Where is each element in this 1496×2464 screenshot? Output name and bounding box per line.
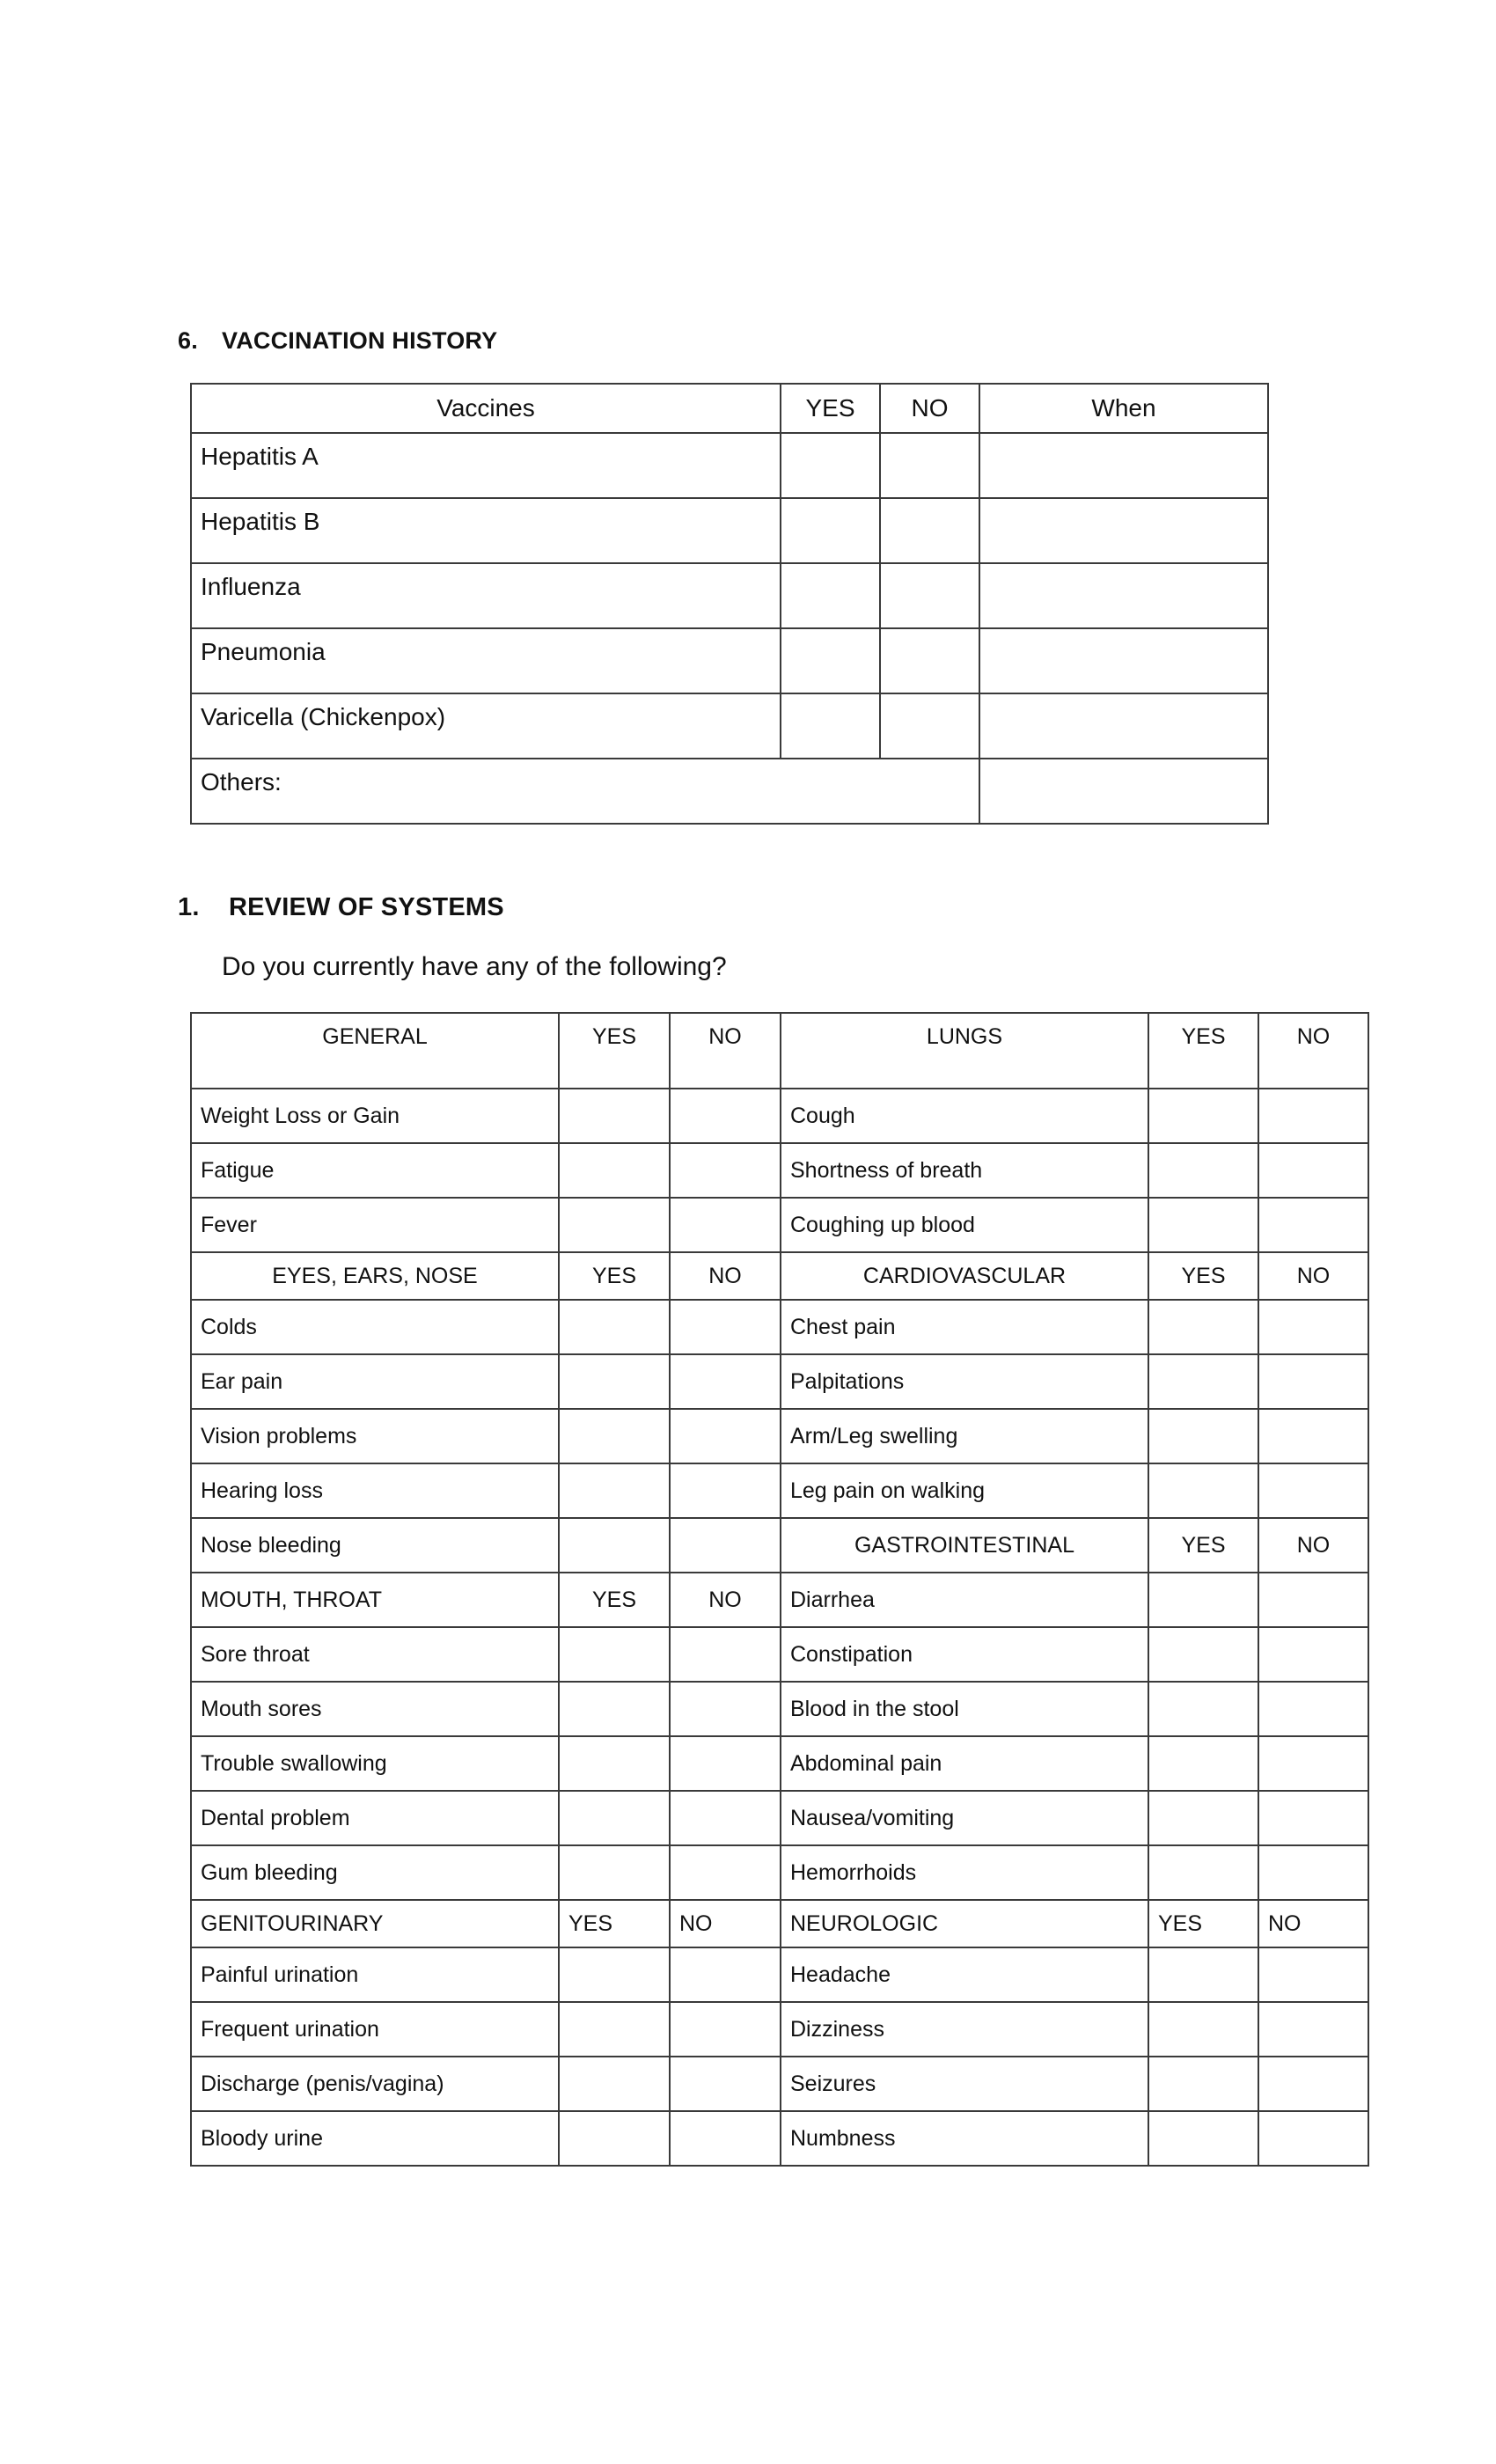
no-cell[interactable] [670,2002,781,2057]
no-cell[interactable] [670,1089,781,1143]
eyes-ears-nose-header: EYES, EARS, NOSE [191,1252,559,1300]
yes-header: YES [559,1013,670,1089]
yes-cell[interactable] [559,1947,670,2002]
yes-header: YES [559,1900,670,1947]
yes-cell[interactable] [559,1791,670,1845]
no-cell[interactable] [1258,1198,1368,1252]
symptom-row [191,2111,1368,2166]
cardiovascular-header: CARDIOVASCULAR [781,1252,1148,1300]
vaccine-row [191,693,1268,759]
symptom-label: Frequent urination [191,2002,559,2057]
symptom-label: Constipation [781,1627,1148,1682]
no-cell[interactable] [670,1198,781,1252]
yes-cell[interactable] [559,1354,670,1409]
symptom-label: Arm/Leg swelling [781,1409,1148,1463]
no-cell[interactable] [1258,2111,1368,2166]
no-cell[interactable] [1258,1947,1368,2002]
symptom-label: Sore throat [191,1627,559,1682]
no-cell[interactable] [670,1791,781,1845]
no-header: NO [670,1252,781,1300]
yes-cell[interactable] [1148,1409,1258,1463]
symptom-label: Abdominal pain [781,1736,1148,1791]
symptom-label: Seizures [781,2057,1148,2111]
no-cell[interactable] [1258,2002,1368,2057]
symptom-label: Colds [191,1300,559,1354]
vaccination-section-number: 6. [178,327,198,354]
no-cell[interactable] [670,1300,781,1354]
vaccination-header-row [191,384,1268,433]
symptom-row [191,1682,1368,1736]
no-cell[interactable] [670,1627,781,1682]
vaccine-row [191,498,1268,563]
yes-cell[interactable] [559,1736,670,1791]
symptom-label: Trouble swallowing [191,1736,559,1791]
symptom-label: Discharge (penis/vagina) [191,2057,559,2111]
symptom-row [191,1518,1368,1573]
no-cell[interactable] [670,1143,781,1198]
no-cell[interactable] [1258,1627,1368,1682]
vaccine-no-cell[interactable] [880,433,979,498]
no-cell[interactable] [670,1947,781,2002]
symptom-label: Blood in the stool [781,1682,1148,1736]
symptom-row [191,1089,1368,1143]
vaccine-row [191,563,1268,628]
yes-cell[interactable] [1148,1682,1258,1736]
no-cell[interactable] [1258,1354,1368,1409]
symptom-row [191,1627,1368,1682]
symptom-row [191,2002,1368,2057]
vaccination-heading [178,327,497,355]
yes-header: YES [1148,1252,1258,1300]
yes-header: YES [559,1252,670,1300]
symptom-label: Cough [781,1089,1148,1143]
yes-cell[interactable] [559,2002,670,2057]
yes-cell[interactable] [559,2057,670,2111]
vaccine-when-cell[interactable] [979,498,1268,563]
yes-cell[interactable] [1148,1354,1258,1409]
no-header: NO [670,1900,781,1947]
yes-cell[interactable] [1148,1791,1258,1845]
no-cell[interactable] [670,1409,781,1463]
no-cell[interactable] [670,1682,781,1736]
symptom-label: Weight Loss or Gain [191,1089,559,1143]
when-header: When [979,384,1268,433]
no-cell[interactable] [1258,1682,1368,1736]
no-header: NO [670,1573,781,1627]
vaccine-label: Pneumonia [191,628,781,693]
vaccine-no-cell[interactable] [880,693,979,759]
symptom-row [191,1198,1368,1252]
yes-cell[interactable] [559,1627,670,1682]
no-cell[interactable] [670,1463,781,1518]
yes-cell[interactable] [1148,1845,1258,1900]
symptom-label: Chest pain [781,1300,1148,1354]
no-header: NO [1258,1900,1368,1947]
yes-cell[interactable] [1148,1627,1258,1682]
symptom-label: Leg pain on walking [781,1463,1148,1518]
symptom-row [191,1300,1368,1354]
symptom-label: Hemorrhoids [781,1845,1148,1900]
symptom-row [191,1409,1368,1463]
symptom-label: Headache [781,1947,1148,2002]
general-header: GENERAL [191,1013,559,1089]
vaccine-when-cell[interactable] [979,563,1268,628]
symptom-row [191,1791,1368,1845]
symptom-label: Mouth sores [191,1682,559,1736]
no-cell[interactable] [670,2111,781,2166]
yes-cell[interactable] [559,1300,670,1354]
review-section-number: 1. [178,893,200,921]
no-cell[interactable] [670,1736,781,1791]
yes-cell[interactable] [559,1682,670,1736]
symptom-label: Painful urination [191,1947,559,2002]
symptom-label: Coughing up blood [781,1198,1148,1252]
vaccine-label: Influenza [191,563,781,628]
symptom-label: Numbness [781,2111,1148,2166]
lungs-header: LUNGS [781,1013,1148,1089]
symptom-label: Dental problem [191,1791,559,1845]
yes-cell[interactable] [1148,1463,1258,1518]
symptom-label: Hearing loss [191,1463,559,1518]
no-cell[interactable] [1258,1143,1368,1198]
vaccine-when-cell[interactable] [979,433,1268,498]
neurologic-header: NEUROLOGIC [781,1900,1148,1947]
no-cell[interactable] [1258,1463,1368,1518]
no-cell[interactable] [1258,1089,1368,1143]
general-lungs-header-row [191,1013,1368,1089]
vaccination-title: VACCINATION HISTORY [222,327,498,354]
vaccine-label: Varicella (Chickenpox) [191,693,781,759]
symptom-label: Dizziness [781,2002,1148,2057]
no-cell[interactable] [1258,1736,1368,1791]
symptom-row [191,1845,1368,1900]
yes-cell[interactable] [559,2111,670,2166]
symptom-row [191,1463,1368,1518]
no-header: NO [1258,1013,1368,1089]
no-cell[interactable] [670,1518,781,1573]
vaccine-no-cell[interactable] [880,498,979,563]
vaccine-label: Hepatitis A [191,433,781,498]
vaccine-yes-cell[interactable] [781,628,880,693]
symptom-label: Palpitations [781,1354,1148,1409]
yes-cell[interactable] [559,1518,670,1573]
no-cell[interactable] [1258,2057,1368,2111]
symptom-label: Fatigue [191,1143,559,1198]
yes-header: YES [1148,1013,1258,1089]
symptom-row [191,1354,1368,1409]
vaccine-when-cell[interactable] [979,628,1268,693]
no-cell[interactable] [1258,1845,1368,1900]
yes-cell[interactable] [559,1409,670,1463]
symptom-label: Vision problems [191,1409,559,1463]
review-heading [178,893,504,922]
yes-cell[interactable] [559,1089,670,1143]
vaccine-no-cell[interactable] [880,563,979,628]
symptom-label: Fever [191,1198,559,1252]
review-of-systems-table [190,1012,1369,2167]
no-header: NO [670,1013,781,1089]
vaccine-when-cell[interactable] [979,693,1268,759]
symptom-label: Nose bleeding [191,1518,559,1573]
vaccine-yes-cell[interactable] [781,498,880,563]
yes-cell[interactable] [1148,1573,1258,1627]
review-question: Do you currently have any of the following? [222,952,727,981]
vaccine-yes-cell[interactable] [781,693,880,759]
yes-cell[interactable] [1148,1143,1258,1198]
yes-header: YES [1148,1900,1258,1947]
vaccine-yes-cell[interactable] [781,433,880,498]
vaccine-row [191,433,1268,498]
yes-cell[interactable] [559,1463,670,1518]
vaccine-row [191,628,1268,693]
yes-header: YES [1148,1518,1258,1573]
symptom-row [191,1143,1368,1198]
yes-cell[interactable] [559,1143,670,1198]
review-title: REVIEW OF SYSTEMS [229,893,504,921]
symptom-row [191,2057,1368,2111]
eyes-cardio-header-row [191,1252,1368,1300]
yes-cell[interactable] [1148,2111,1258,2166]
symptom-row [191,1947,1368,2002]
symptom-label: Bloody urine [191,2111,559,2166]
symptom-row [191,1736,1368,1791]
symptom-label: Shortness of breath [781,1143,1148,1198]
symptom-row [191,1573,1368,1627]
mouth-throat-header: MOUTH, THROAT [191,1573,559,1627]
symptom-label: Diarrhea [781,1573,1148,1627]
others-label[interactable]: Others: [191,759,979,824]
no-header: NO [1258,1518,1368,1573]
vaccine-others-row [191,759,1268,824]
vaccine-label: Hepatitis B [191,498,781,563]
yes-cell[interactable] [1148,2057,1258,2111]
yes-cell[interactable] [1148,1300,1258,1354]
vaccine-yes-cell[interactable] [781,563,880,628]
yes-cell[interactable] [1148,1947,1258,2002]
vaccines-header: Vaccines [191,384,781,433]
no-cell[interactable] [670,2057,781,2111]
yes-cell[interactable] [1148,1198,1258,1252]
yes-cell[interactable] [1148,1736,1258,1791]
yes-cell[interactable] [1148,1089,1258,1143]
no-header: NO [1258,1252,1368,1300]
yes-cell[interactable] [559,1198,670,1252]
no-cell[interactable] [1258,1791,1368,1845]
no-header: NO [880,384,979,433]
symptom-label: Gum bleeding [191,1845,559,1900]
yes-header: YES [559,1573,670,1627]
yes-cell[interactable] [1148,2002,1258,2057]
no-cell[interactable] [1258,1573,1368,1627]
genito-neuro-header-row [191,1900,1368,1947]
yes-header: YES [781,384,880,433]
no-cell[interactable] [1258,1300,1368,1354]
no-cell[interactable] [670,1845,781,1900]
vaccine-no-cell[interactable] [880,628,979,693]
yes-cell[interactable] [559,1845,670,1900]
gastrointestinal-header: GASTROINTESTINAL [781,1518,1148,1573]
vaccination-table [190,383,1269,825]
others-when-cell[interactable] [979,759,1268,824]
symptom-label: Nausea/vomiting [781,1791,1148,1845]
genitourinary-header: GENITOURINARY [191,1900,559,1947]
no-cell[interactable] [670,1354,781,1409]
no-cell[interactable] [1258,1409,1368,1463]
symptom-label: Ear pain [191,1354,559,1409]
